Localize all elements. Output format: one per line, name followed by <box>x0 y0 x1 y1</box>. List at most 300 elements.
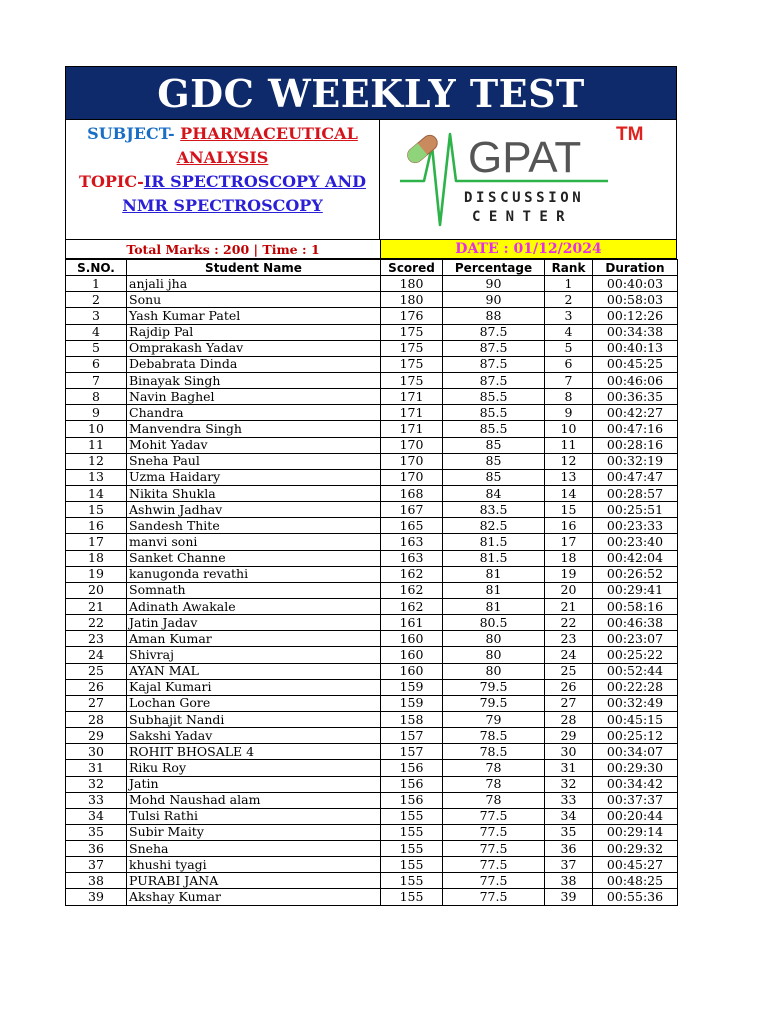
date-text: DATE : 01/12/2024 <box>381 240 676 258</box>
cell-duration: 00:20:44 <box>593 808 678 824</box>
cell-sno: 17 <box>66 534 127 550</box>
cell-duration: 00:28:16 <box>593 437 678 453</box>
cell-rank: 36 <box>545 841 593 857</box>
cell-percentage: 80.5 <box>443 615 545 631</box>
table-row <box>66 421 678 437</box>
cell-duration: 00:32:19 <box>593 453 678 469</box>
cell-percentage: 80 <box>443 663 545 679</box>
cell-rank: 26 <box>545 679 593 695</box>
cell-student-name: Sonu <box>127 292 381 308</box>
cell-duration: 00:37:37 <box>593 792 678 808</box>
cell-percentage: 81 <box>443 582 545 598</box>
cell-sno: 14 <box>66 485 127 501</box>
cell-student-name: Mohd Naushad alam <box>127 792 381 808</box>
cell-sno: 13 <box>66 469 127 485</box>
cell-student-name: Sneha <box>127 841 381 857</box>
cell-scored: 160 <box>381 663 443 679</box>
cell-student-name: Jatin Jadav <box>127 615 381 631</box>
cell-student-name: Akshay Kumar <box>127 889 381 905</box>
capsule-icon <box>405 132 441 165</box>
cell-scored: 171 <box>381 389 443 405</box>
cell-duration: 00:34:07 <box>593 744 678 760</box>
cell-percentage: 77.5 <box>443 873 545 889</box>
cell-student-name: Shivraj <box>127 647 381 663</box>
topic-value-1: IR SPECTROSCOPY AND <box>143 172 366 191</box>
table-row <box>66 340 678 356</box>
cell-rank: 31 <box>545 760 593 776</box>
cell-sno: 1 <box>66 276 127 292</box>
cell-duration: 00:58:03 <box>593 292 678 308</box>
cell-student-name: manvi soni <box>127 534 381 550</box>
cell-student-name: Rajdip Pal <box>127 324 381 340</box>
cell-sno: 34 <box>66 808 127 824</box>
cell-student-name: Kajal Kumari <box>127 679 381 695</box>
cell-sno: 19 <box>66 566 127 582</box>
table-row <box>66 873 678 889</box>
cell-percentage: 79.5 <box>443 695 545 711</box>
cell-rank: 4 <box>545 324 593 340</box>
logo-line2-text: CENTER <box>472 209 573 225</box>
cell-scored: 155 <box>381 873 443 889</box>
table-row <box>66 679 678 695</box>
table-row <box>66 453 678 469</box>
cell-duration: 00:47:16 <box>593 421 678 437</box>
cell-sno: 16 <box>66 518 127 534</box>
cell-percentage: 84 <box>443 485 545 501</box>
cell-percentage: 87.5 <box>443 340 545 356</box>
cell-percentage: 78.5 <box>443 744 545 760</box>
cell-sno: 8 <box>66 389 127 405</box>
cell-duration: 00:23:40 <box>593 534 678 550</box>
table-row <box>66 857 678 873</box>
cell-percentage: 77.5 <box>443 841 545 857</box>
table-row <box>66 308 678 324</box>
cell-rank: 13 <box>545 469 593 485</box>
table-row <box>66 437 678 453</box>
cell-scored: 155 <box>381 857 443 873</box>
cell-percentage: 81.5 <box>443 550 545 566</box>
subject-value-2: ANALYSIS <box>176 148 269 167</box>
cell-sno: 39 <box>66 889 127 905</box>
table-row <box>66 550 678 566</box>
header-section <box>65 120 677 239</box>
cell-rank: 9 <box>545 405 593 421</box>
column-header-sno: S.NO. <box>66 260 127 276</box>
cell-student-name: Sakshi Yadav <box>127 728 381 744</box>
table-row <box>66 776 678 792</box>
cell-sno: 26 <box>66 679 127 695</box>
marks-time-text: Total Marks : 200 | Time : 1 <box>66 240 381 258</box>
cell-percentage: 81.5 <box>443 534 545 550</box>
table-row <box>66 469 678 485</box>
cell-percentage: 90 <box>443 276 545 292</box>
logo-tm-text: TM <box>616 124 644 145</box>
cell-percentage: 80 <box>443 647 545 663</box>
table-row <box>66 792 678 808</box>
cell-percentage: 87.5 <box>443 372 545 388</box>
table-row <box>66 534 678 550</box>
cell-sno: 4 <box>66 324 127 340</box>
cell-scored: 171 <box>381 421 443 437</box>
cell-duration: 00:34:38 <box>593 324 678 340</box>
table-row <box>66 824 678 840</box>
cell-sno: 10 <box>66 421 127 437</box>
cell-duration: 00:32:49 <box>593 695 678 711</box>
cell-scored: 160 <box>381 631 443 647</box>
cell-percentage: 85.5 <box>443 421 545 437</box>
table-row <box>66 372 678 388</box>
table-row <box>66 711 678 727</box>
cell-duration: 00:29:14 <box>593 824 678 840</box>
cell-duration: 00:29:32 <box>593 841 678 857</box>
cell-duration: 00:22:28 <box>593 679 678 695</box>
cell-student-name: Sandesh Thite <box>127 518 381 534</box>
cell-sno: 30 <box>66 744 127 760</box>
subject-line <box>66 122 379 146</box>
table-header-row <box>66 260 678 276</box>
cell-student-name: Lochan Gore <box>127 695 381 711</box>
cell-rank: 10 <box>545 421 593 437</box>
cell-duration: 00:36:35 <box>593 389 678 405</box>
cell-student-name: Mohit Yadav <box>127 437 381 453</box>
cell-student-name: Uzma Haidary <box>127 469 381 485</box>
cell-student-name: Riku Roy <box>127 760 381 776</box>
cell-sno: 29 <box>66 728 127 744</box>
table-row <box>66 389 678 405</box>
cell-sno: 36 <box>66 841 127 857</box>
cell-duration: 00:48:25 <box>593 873 678 889</box>
cell-sno: 33 <box>66 792 127 808</box>
cell-sno: 15 <box>66 502 127 518</box>
table-row <box>66 760 678 776</box>
cell-scored: 176 <box>381 308 443 324</box>
table-row <box>66 598 678 614</box>
cell-scored: 163 <box>381 534 443 550</box>
info-row <box>65 239 677 259</box>
cell-percentage: 83.5 <box>443 502 545 518</box>
cell-scored: 170 <box>381 469 443 485</box>
cell-rank: 1 <box>545 276 593 292</box>
cell-student-name: Sanket Channe <box>127 550 381 566</box>
table-row <box>66 647 678 663</box>
cell-duration: 00:52:44 <box>593 663 678 679</box>
cell-percentage: 78 <box>443 792 545 808</box>
cell-duration: 00:23:07 <box>593 631 678 647</box>
cell-sno: 2 <box>66 292 127 308</box>
cell-student-name: Subir Maity <box>127 824 381 840</box>
cell-duration: 00:25:22 <box>593 647 678 663</box>
cell-scored: 155 <box>381 808 443 824</box>
subject-line-2 <box>66 146 379 170</box>
cell-scored: 163 <box>381 550 443 566</box>
cell-student-name: kanugonda revathi <box>127 566 381 582</box>
cell-student-name: Sneha Paul <box>127 453 381 469</box>
table-row <box>66 356 678 372</box>
cell-scored: 159 <box>381 679 443 695</box>
cell-scored: 156 <box>381 760 443 776</box>
cell-percentage: 78 <box>443 776 545 792</box>
cell-rank: 2 <box>545 292 593 308</box>
cell-scored: 162 <box>381 598 443 614</box>
cell-percentage: 82.5 <box>443 518 545 534</box>
cell-duration: 00:28:57 <box>593 485 678 501</box>
table-row <box>66 744 678 760</box>
subject-label: SUBJECT- <box>87 124 181 143</box>
cell-sno: 32 <box>66 776 127 792</box>
topic-value-2: NMR SPECTROSCOPY <box>122 196 323 215</box>
cell-sno: 6 <box>66 356 127 372</box>
cell-duration: 00:25:51 <box>593 502 678 518</box>
column-header-duration: Duration <box>593 260 678 276</box>
cell-percentage: 78 <box>443 760 545 776</box>
cell-percentage: 78.5 <box>443 728 545 744</box>
cell-rank: 18 <box>545 550 593 566</box>
cell-sno: 25 <box>66 663 127 679</box>
cell-percentage: 77.5 <box>443 889 545 905</box>
cell-sno: 5 <box>66 340 127 356</box>
cell-duration: 00:40:03 <box>593 276 678 292</box>
cell-scored: 159 <box>381 695 443 711</box>
cell-rank: 15 <box>545 502 593 518</box>
cell-scored: 162 <box>381 566 443 582</box>
result-sheet <box>65 66 677 906</box>
cell-scored: 167 <box>381 502 443 518</box>
cell-percentage: 90 <box>443 292 545 308</box>
cell-rank: 6 <box>545 356 593 372</box>
cell-duration: 00:58:16 <box>593 598 678 614</box>
cell-rank: 20 <box>545 582 593 598</box>
cell-sno: 3 <box>66 308 127 324</box>
cell-student-name: PURABI JANA <box>127 873 381 889</box>
table-row <box>66 663 678 679</box>
table-row <box>66 566 678 582</box>
logo-main-text: GPAT <box>468 133 582 182</box>
cell-scored: 175 <box>381 372 443 388</box>
table-row <box>66 889 678 905</box>
topic-line <box>66 170 379 194</box>
cell-duration: 00:12:26 <box>593 308 678 324</box>
cell-student-name: Navin Baghel <box>127 389 381 405</box>
cell-student-name: Nikita Shukla <box>127 485 381 501</box>
table-row <box>66 631 678 647</box>
column-header-percentage: Percentage <box>443 260 545 276</box>
cell-percentage: 85 <box>443 453 545 469</box>
cell-student-name: Jatin <box>127 776 381 792</box>
cell-student-name: Aman Kumar <box>127 631 381 647</box>
cell-rank: 12 <box>545 453 593 469</box>
cell-duration: 00:34:42 <box>593 776 678 792</box>
cell-rank: 28 <box>545 711 593 727</box>
cell-percentage: 85.5 <box>443 405 545 421</box>
cell-student-name: Chandra <box>127 405 381 421</box>
cell-sno: 11 <box>66 437 127 453</box>
cell-student-name: Manvendra Singh <box>127 421 381 437</box>
cell-scored: 171 <box>381 405 443 421</box>
results-table <box>65 259 678 906</box>
cell-rank: 32 <box>545 776 593 792</box>
cell-duration: 00:46:06 <box>593 372 678 388</box>
cell-scored: 168 <box>381 485 443 501</box>
cell-scored: 170 <box>381 437 443 453</box>
cell-student-name: AYAN MAL <box>127 663 381 679</box>
cell-scored: 156 <box>381 792 443 808</box>
cell-rank: 8 <box>545 389 593 405</box>
cell-student-name: Omprakash Yadav <box>127 340 381 356</box>
cell-sno: 28 <box>66 711 127 727</box>
cell-scored: 158 <box>381 711 443 727</box>
cell-student-name: Yash Kumar Patel <box>127 308 381 324</box>
cell-sno: 24 <box>66 647 127 663</box>
cell-rank: 29 <box>545 728 593 744</box>
cell-rank: 19 <box>545 566 593 582</box>
table-row <box>66 518 678 534</box>
cell-rank: 34 <box>545 808 593 824</box>
cell-percentage: 77.5 <box>443 824 545 840</box>
cell-rank: 27 <box>545 695 593 711</box>
cell-sno: 27 <box>66 695 127 711</box>
cell-rank: 25 <box>545 663 593 679</box>
cell-percentage: 81 <box>443 566 545 582</box>
cell-scored: 175 <box>381 340 443 356</box>
cell-rank: 35 <box>545 824 593 840</box>
cell-sno: 23 <box>66 631 127 647</box>
cell-scored: 155 <box>381 889 443 905</box>
table-row <box>66 405 678 421</box>
cell-rank: 30 <box>545 744 593 760</box>
cell-student-name: Debabrata Dinda <box>127 356 381 372</box>
cell-duration: 00:25:12 <box>593 728 678 744</box>
table-row <box>66 582 678 598</box>
cell-sno: 7 <box>66 372 127 388</box>
column-header-scored: Scored <box>381 260 443 276</box>
cell-duration: 00:40:13 <box>593 340 678 356</box>
cell-scored: 156 <box>381 776 443 792</box>
cell-student-name: anjali jha <box>127 276 381 292</box>
topic-label: TOPIC- <box>79 172 144 191</box>
cell-duration: 00:23:33 <box>593 518 678 534</box>
cell-sno: 35 <box>66 824 127 840</box>
cell-sno: 9 <box>66 405 127 421</box>
cell-sno: 12 <box>66 453 127 469</box>
cell-percentage: 79.5 <box>443 679 545 695</box>
cell-duration: 00:47:47 <box>593 469 678 485</box>
cell-rank: 7 <box>545 372 593 388</box>
cell-duration: 00:45:15 <box>593 711 678 727</box>
cell-scored: 170 <box>381 453 443 469</box>
cell-duration: 00:29:30 <box>593 760 678 776</box>
cell-sno: 22 <box>66 615 127 631</box>
logo-block <box>380 120 676 239</box>
table-row <box>66 502 678 518</box>
cell-rank: 17 <box>545 534 593 550</box>
table-row <box>66 808 678 824</box>
cell-duration: 00:42:04 <box>593 550 678 566</box>
cell-rank: 11 <box>545 437 593 453</box>
cell-percentage: 81 <box>443 598 545 614</box>
cell-rank: 3 <box>545 308 593 324</box>
cell-student-name: khushi tyagi <box>127 857 381 873</box>
cell-student-name: Somnath <box>127 582 381 598</box>
cell-student-name: Subhajit Nandi <box>127 711 381 727</box>
cell-scored: 160 <box>381 647 443 663</box>
cell-duration: 00:55:36 <box>593 889 678 905</box>
cell-rank: 5 <box>545 340 593 356</box>
cell-scored: 155 <box>381 824 443 840</box>
cell-scored: 157 <box>381 744 443 760</box>
cell-sno: 37 <box>66 857 127 873</box>
topic-line-2 <box>66 194 379 218</box>
title-banner <box>65 66 677 120</box>
cell-sno: 21 <box>66 598 127 614</box>
cell-scored: 175 <box>381 356 443 372</box>
cell-duration: 00:45:25 <box>593 356 678 372</box>
cell-rank: 14 <box>545 485 593 501</box>
subject-value-1: PHARMACEUTICAL <box>180 124 358 143</box>
cell-sno: 38 <box>66 873 127 889</box>
logo-line1-text: DISCUSSION <box>464 190 585 206</box>
subject-topic-block <box>66 120 380 239</box>
cell-percentage: 88 <box>443 308 545 324</box>
cell-scored: 180 <box>381 276 443 292</box>
cell-student-name: Adinath Awakale <box>127 598 381 614</box>
cell-percentage: 77.5 <box>443 857 545 873</box>
cell-scored: 155 <box>381 841 443 857</box>
cell-rank: 24 <box>545 647 593 663</box>
table-row <box>66 276 678 292</box>
cell-sno: 20 <box>66 582 127 598</box>
cell-student-name: Tulsi Rathi <box>127 808 381 824</box>
gpat-logo <box>380 120 676 239</box>
table-row <box>66 841 678 857</box>
cell-duration: 00:26:52 <box>593 566 678 582</box>
cell-duration: 00:42:27 <box>593 405 678 421</box>
cell-percentage: 87.5 <box>443 356 545 372</box>
cell-rank: 37 <box>545 857 593 873</box>
cell-scored: 161 <box>381 615 443 631</box>
cell-sno: 31 <box>66 760 127 776</box>
cell-percentage: 85 <box>443 437 545 453</box>
cell-student-name: Binayak Singh <box>127 372 381 388</box>
cell-scored: 165 <box>381 518 443 534</box>
cell-scored: 162 <box>381 582 443 598</box>
cell-sno: 18 <box>66 550 127 566</box>
cell-percentage: 80 <box>443 631 545 647</box>
table-row <box>66 615 678 631</box>
cell-rank: 22 <box>545 615 593 631</box>
cell-duration: 00:29:41 <box>593 582 678 598</box>
cell-rank: 16 <box>545 518 593 534</box>
cell-percentage: 85.5 <box>443 389 545 405</box>
cell-rank: 39 <box>545 889 593 905</box>
cell-percentage: 77.5 <box>443 808 545 824</box>
cell-rank: 23 <box>545 631 593 647</box>
cell-scored: 157 <box>381 728 443 744</box>
cell-duration: 00:45:27 <box>593 857 678 873</box>
page-title: GDC WEEKLY TEST <box>157 70 585 116</box>
cell-scored: 175 <box>381 324 443 340</box>
column-header-rank: Rank <box>545 260 593 276</box>
cell-rank: 33 <box>545 792 593 808</box>
column-header-name: Student Name <box>127 260 381 276</box>
table-row <box>66 324 678 340</box>
cell-scored: 180 <box>381 292 443 308</box>
table-row <box>66 485 678 501</box>
cell-percentage: 85 <box>443 469 545 485</box>
table-row <box>66 728 678 744</box>
table-row <box>66 695 678 711</box>
cell-rank: 21 <box>545 598 593 614</box>
cell-duration: 00:46:38 <box>593 615 678 631</box>
